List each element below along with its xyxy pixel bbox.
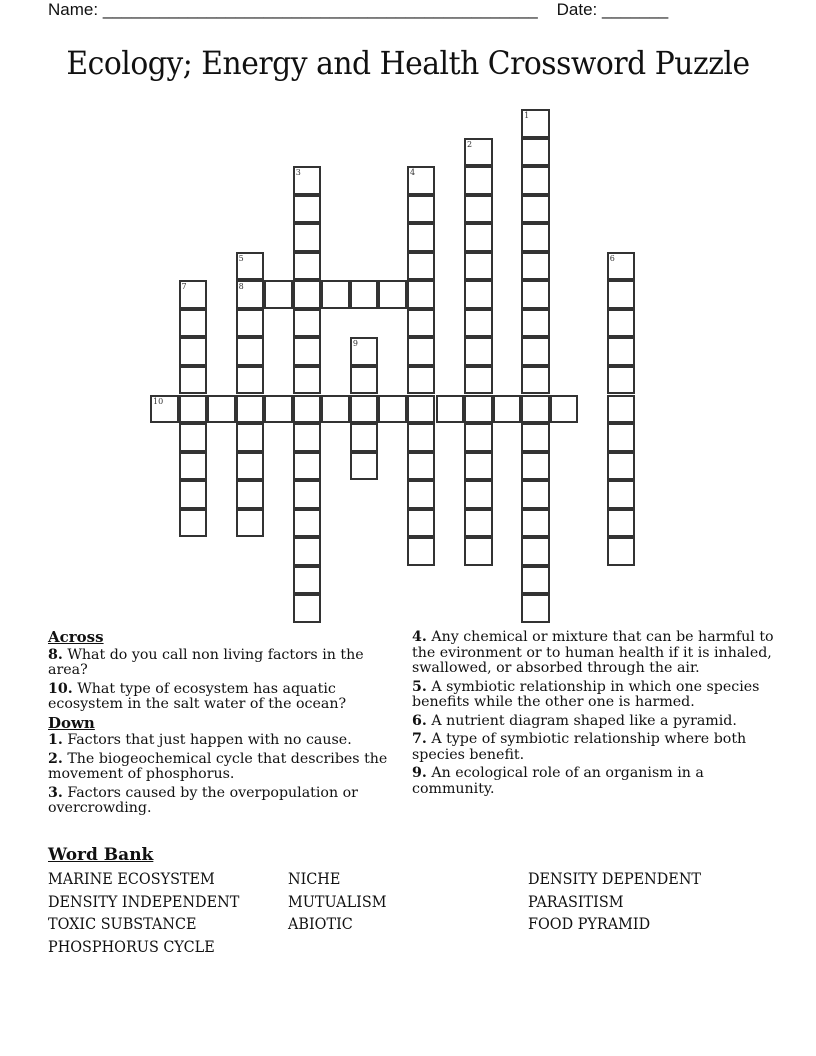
crossword-cell[interactable] bbox=[179, 337, 208, 366]
crossword-cell[interactable] bbox=[236, 480, 265, 509]
crossword-cell[interactable] bbox=[179, 423, 208, 452]
name-label: Name: bbox=[48, 0, 99, 19]
clue-down-3 bbox=[48, 786, 393, 817]
crossword-cell[interactable] bbox=[236, 509, 265, 538]
clue-number: 1. bbox=[48, 732, 63, 748]
crossword-cell[interactable] bbox=[350, 337, 379, 366]
crossword-cell[interactable] bbox=[607, 280, 636, 309]
crossword-cell[interactable] bbox=[607, 309, 636, 338]
crossword-cell[interactable] bbox=[521, 366, 550, 395]
crossword-cell[interactable] bbox=[464, 337, 493, 366]
clue-text: An ecological role of an organism in a community. bbox=[412, 765, 704, 797]
crossword-cell[interactable] bbox=[607, 423, 636, 452]
crossword-cell[interactable] bbox=[264, 280, 293, 309]
clue-number-label: 2 bbox=[467, 139, 473, 149]
crossword-cell[interactable] bbox=[179, 452, 208, 481]
crossword-cell[interactable] bbox=[521, 537, 550, 566]
clue-down-7 bbox=[412, 732, 782, 763]
word-bank-list bbox=[48, 868, 788, 959]
clue-number: 6. bbox=[412, 712, 427, 729]
clues-right-column bbox=[412, 630, 782, 800]
crossword-cell[interactable] bbox=[350, 423, 379, 452]
crossword-cell[interactable] bbox=[407, 395, 436, 424]
crossword-cell[interactable] bbox=[293, 195, 322, 224]
crossword-cell[interactable] bbox=[407, 309, 436, 338]
crossword-cell[interactable] bbox=[293, 423, 322, 452]
crossword-cell[interactable] bbox=[236, 366, 265, 395]
crossword-cell[interactable] bbox=[179, 509, 208, 538]
clue-number-label: 6 bbox=[609, 253, 615, 263]
clue-text: The biogeochemical cycle that describes the movement of phosphorus. bbox=[48, 750, 388, 782]
crossword-cell[interactable] bbox=[521, 395, 550, 424]
crossword-cell[interactable] bbox=[464, 509, 493, 538]
clue-text: A symbiotic relationship in which one species benefits while the other one is harmed. bbox=[412, 678, 760, 710]
clue-across-10 bbox=[48, 682, 393, 713]
crossword-cell[interactable] bbox=[464, 537, 493, 566]
crossword-cell[interactable] bbox=[464, 223, 493, 252]
crossword-cell[interactable] bbox=[179, 309, 208, 338]
crossword-cell[interactable] bbox=[464, 423, 493, 452]
crossword-cell[interactable] bbox=[293, 566, 322, 595]
crossword-cell[interactable] bbox=[407, 423, 436, 452]
crossword-cell[interactable] bbox=[407, 166, 436, 195]
crossword-cell[interactable] bbox=[464, 452, 493, 481]
crossword-cell[interactable] bbox=[521, 337, 550, 366]
clue-text: A type of symbiotic relationship where both species benefit. bbox=[412, 731, 747, 763]
crossword-cell[interactable] bbox=[293, 166, 322, 195]
clue-number-label: 4 bbox=[409, 168, 416, 178]
crossword-cell[interactable] bbox=[607, 252, 636, 281]
word-bank-item: MARINE ECOSYSTEM bbox=[48, 869, 215, 888]
clue-number: 7. bbox=[412, 731, 427, 747]
clue-number-label: 5 bbox=[238, 253, 244, 263]
crossword-cell[interactable] bbox=[293, 280, 322, 309]
clue-number: 4. bbox=[412, 629, 427, 645]
crossword-cell[interactable] bbox=[407, 280, 436, 309]
crossword-cell[interactable] bbox=[236, 280, 265, 309]
clue-number-label: 10 bbox=[153, 396, 164, 406]
clue-down-2 bbox=[48, 752, 393, 783]
clues-left-column bbox=[48, 630, 393, 820]
crossword-cell[interactable] bbox=[464, 280, 493, 309]
crossword-cell[interactable] bbox=[293, 309, 322, 338]
clue-number-label: 9 bbox=[352, 339, 358, 349]
crossword-cell[interactable] bbox=[150, 395, 179, 424]
clue-down-9 bbox=[412, 766, 782, 797]
clue-number-label: 8 bbox=[238, 282, 244, 292]
crossword-cell[interactable] bbox=[521, 280, 550, 309]
word-bank-item: FOOD PYRAMID bbox=[528, 914, 651, 934]
crossword-cell[interactable] bbox=[521, 166, 550, 195]
date-label: Date: bbox=[556, 0, 598, 19]
crossword-cell[interactable] bbox=[550, 395, 579, 424]
crossword-cell[interactable] bbox=[521, 509, 550, 538]
clue-down-1 bbox=[48, 733, 393, 749]
crossword-cell[interactable] bbox=[236, 309, 265, 338]
crossword-cell[interactable] bbox=[493, 395, 522, 424]
date-blank[interactable]: _______ bbox=[602, 0, 669, 19]
crossword-cell[interactable] bbox=[407, 223, 436, 252]
crossword-cell[interactable] bbox=[464, 252, 493, 281]
clue-down-5 bbox=[412, 680, 782, 711]
clue-down-6 bbox=[412, 714, 782, 730]
crossword-cell[interactable] bbox=[207, 395, 236, 424]
word-bank-item: PARASITISM bbox=[528, 891, 624, 911]
crossword-cell[interactable] bbox=[407, 480, 436, 509]
word-bank-item: PHOSPHORUS CYCLE bbox=[48, 937, 215, 957]
crossword-cell[interactable] bbox=[407, 252, 436, 281]
crossword-cell[interactable] bbox=[179, 280, 208, 309]
word-bank-item: ABIOTIC bbox=[288, 914, 353, 934]
crossword-cell[interactable] bbox=[407, 537, 436, 566]
clue-number-label: 3 bbox=[295, 168, 301, 178]
crossword-cell[interactable] bbox=[607, 395, 636, 424]
crossword-cell[interactable] bbox=[521, 566, 550, 595]
clue-number: 9. bbox=[412, 765, 427, 781]
word-bank-heading: Word Bank bbox=[48, 845, 154, 865]
clue-number-label: 7 bbox=[181, 282, 187, 292]
crossword-cell[interactable] bbox=[236, 423, 265, 452]
clue-number: 10. bbox=[48, 680, 73, 697]
crossword-cell[interactable] bbox=[293, 480, 322, 509]
name-blank[interactable]: ______________________________________________ bbox=[102, 0, 538, 19]
down-heading: Down bbox=[48, 713, 95, 732]
clue-text: Any chemical or mixture that can be harmful to the evironment or to human health if it is inhaled, swallowed, or absorbed through the air. bbox=[412, 629, 774, 676]
clue-down-4 bbox=[412, 630, 782, 677]
clue-number-label: 1 bbox=[524, 111, 530, 120]
clue-number: 8. bbox=[48, 646, 63, 663]
crossword-cell[interactable] bbox=[521, 594, 550, 623]
clue-number: 2. bbox=[48, 750, 63, 767]
crossword-cell[interactable] bbox=[607, 509, 636, 538]
crossword-cell[interactable] bbox=[321, 395, 350, 424]
crossword-cell[interactable] bbox=[407, 452, 436, 481]
crossword-cell[interactable] bbox=[378, 395, 407, 424]
crossword-cell[interactable] bbox=[464, 480, 493, 509]
clue-text: Factors that just happen with no cause. bbox=[62, 732, 352, 748]
crossword-cell[interactable] bbox=[407, 195, 436, 224]
crossword-cell[interactable] bbox=[321, 280, 350, 309]
word-bank-item: DENSITY DEPENDENT bbox=[528, 869, 702, 888]
crossword-cell[interactable] bbox=[236, 452, 265, 481]
crossword-cell[interactable] bbox=[293, 395, 322, 424]
crossword-cell[interactable] bbox=[264, 395, 293, 424]
word-bank-item: NICHE bbox=[288, 869, 341, 888]
crossword-cell[interactable] bbox=[521, 109, 550, 138]
clue-across-8 bbox=[48, 648, 393, 679]
word-bank-item: TOXIC SUBSTANCE bbox=[48, 914, 197, 934]
crossword-cell[interactable] bbox=[607, 480, 636, 509]
crossword-cell[interactable] bbox=[293, 594, 322, 623]
crossword-cell[interactable] bbox=[464, 309, 493, 338]
crossword-cell[interactable] bbox=[236, 337, 265, 366]
word-bank-item: MUTUALISM bbox=[288, 891, 387, 911]
crossword-cell[interactable] bbox=[607, 537, 636, 566]
crossword-cell[interactable] bbox=[293, 366, 322, 395]
crossword-cell[interactable] bbox=[521, 452, 550, 481]
crossword-cell[interactable] bbox=[293, 509, 322, 538]
crossword-cell[interactable] bbox=[179, 395, 208, 424]
crossword-cell[interactable] bbox=[407, 509, 436, 538]
crossword-cell[interactable] bbox=[464, 166, 493, 195]
crossword-cell[interactable] bbox=[179, 480, 208, 509]
crossword-cell[interactable] bbox=[407, 366, 436, 395]
crossword-cell[interactable] bbox=[179, 366, 208, 395]
crossword-cell[interactable] bbox=[293, 452, 322, 481]
crossword-cell[interactable] bbox=[378, 280, 407, 309]
crossword-cell[interactable] bbox=[293, 252, 322, 281]
crossword-cell[interactable] bbox=[521, 252, 550, 281]
word-bank-item: DENSITY INDEPENDENT bbox=[48, 891, 240, 911]
crossword-cell[interactable] bbox=[293, 223, 322, 252]
crossword-cell[interactable] bbox=[350, 452, 379, 481]
crossword-cell[interactable] bbox=[607, 366, 636, 395]
crossword-cell[interactable] bbox=[521, 223, 550, 252]
clue-number: 5. bbox=[412, 678, 427, 695]
crossword-cell[interactable] bbox=[236, 252, 265, 281]
word-bank bbox=[48, 845, 788, 959]
clue-number: 3. bbox=[48, 784, 63, 801]
crossword-cell[interactable] bbox=[607, 452, 636, 481]
crossword-cell[interactable] bbox=[521, 423, 550, 452]
clue-text: A nutrient diagram shaped like a pyramid. bbox=[426, 712, 737, 729]
crossword-cell[interactable] bbox=[607, 337, 636, 366]
crossword-cell[interactable] bbox=[350, 395, 379, 424]
crossword-cell[interactable] bbox=[464, 395, 493, 424]
crossword-cell[interactable] bbox=[293, 537, 322, 566]
page-title: Ecology; Energy and Health Crossword Puzzle bbox=[66, 44, 750, 82]
clue-text: What type of ecosystem has aquatic ecosystem in the salt water of the ocean? bbox=[48, 680, 347, 712]
crossword-cell[interactable] bbox=[521, 480, 550, 509]
crossword-cell[interactable] bbox=[521, 309, 550, 338]
crossword-cell[interactable] bbox=[236, 395, 265, 424]
crossword-cell[interactable] bbox=[521, 138, 550, 167]
crossword-cell[interactable] bbox=[407, 337, 436, 366]
crossword-cell[interactable] bbox=[350, 280, 379, 309]
crossword-cell[interactable] bbox=[293, 337, 322, 366]
crossword-cell[interactable] bbox=[436, 395, 465, 424]
crossword-cell[interactable] bbox=[521, 195, 550, 224]
crossword-cell[interactable] bbox=[464, 138, 493, 167]
crossword-cell[interactable] bbox=[350, 366, 379, 395]
clue-text: Factors caused by the overpopulation or overcrowding. bbox=[48, 784, 358, 816]
crossword-cell[interactable] bbox=[464, 366, 493, 395]
clue-text: What do you call non living factors in the area? bbox=[48, 646, 364, 678]
across-heading: Across bbox=[48, 628, 104, 646]
crossword-cell[interactable] bbox=[464, 195, 493, 224]
